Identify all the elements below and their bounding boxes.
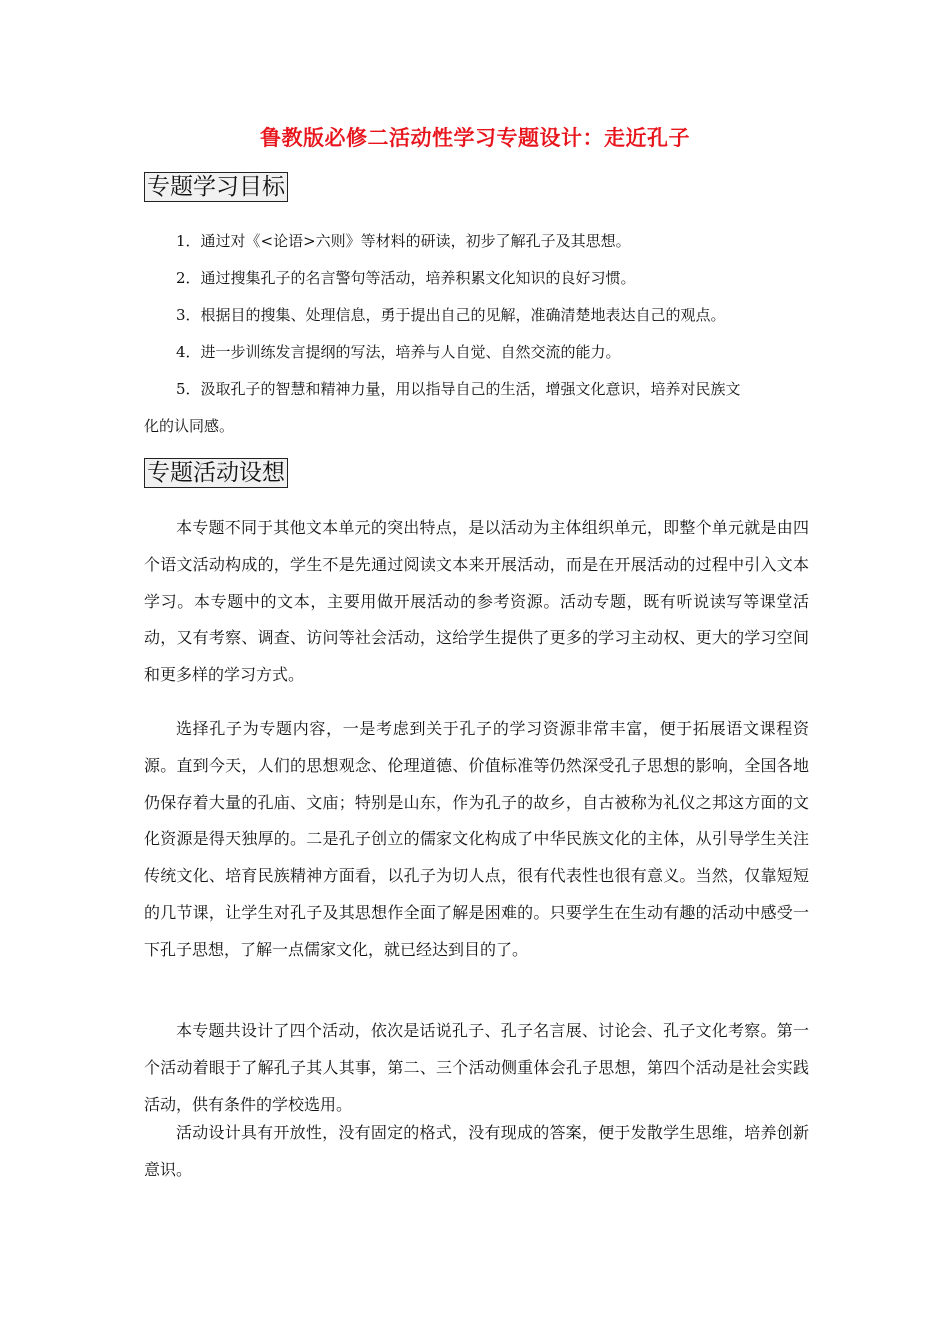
- section-heading-learning-goals: 专题学习目标: [144, 172, 288, 202]
- goal-item-5-continued: 化的认同感。: [144, 417, 235, 435]
- goal-item-3: 3．根据目的搜集、处理信息，勇于提出自己的见解，准确清楚地表达自己的观点。: [176, 306, 726, 324]
- goal-item-2: 2．通过搜集孔子的名言警句等活动，培养积累文化知识的良好习惯。: [176, 269, 636, 287]
- paragraph-1: 本专题不同于其他文本单元的突出特点，是以活动为主体组织单元，即整个单元就是由四个语文活动构成的，学生不是先通过阅读文本来开展活动，而是在开展活动的过程中引入文本学习。本专题中的文本，主要用做开展活动的参考资源。活动专题，既有听说读写等课堂活动，又有考察、调查、访问等社会活动，这给学生提供了更多的学习主动权、更大的学习空间和更多样的学习方式。: [144, 518, 809, 685]
- paragraph-2: 选择孔子为专题内容，一是考虑到关于孔子的学习资源非常丰富，便于拓展语文课程资源。直到今天，人们的思想观念、伦理道德、价值标准等仍然深受孔子思想的影响，全国各地仍保存着大量的孔庙、文庙；特别是山东，作为孔子的故乡，自古被称为礼仪之邦这方面的文化资源是得天独厚的。二是孔子创立的儒家文化构成了中华民族文化的主体，从引导学生关注传统文化、培育民族精神方面看，以孔子为切人点，很有代表性也很有意义。当然，仅靠短短的几节课，让学生对孔子及其思想作全面了解是困难的。只要学生在生动有趣的活动中感受一下孔子思想，了解一点儒家文化，就已经达到目的了。: [144, 719, 809, 959]
- goal-item-1: 1．通过对《<论语>六则》等材料的研读，初步了解孔子及其思想。: [176, 232, 631, 250]
- goal-item-4: 4．进一步训练发言提纲的写法，培养与人自觉、自然交流的能力。: [176, 343, 621, 361]
- goal-item-5: 5．汲取孔子的智慧和精神力量，用以指导自己的生活，增强文化意识，培养对民族文: [176, 380, 741, 398]
- paragraph-4: 活动设计具有开放性，没有固定的格式，没有现成的答案，便于发散学生思维，培养创新意识。: [144, 1123, 809, 1179]
- section-heading-activity-plan: 专题活动设想: [144, 458, 288, 488]
- document-title: 鲁教版必修二活动性学习专题设计：走近孔子: [260, 125, 690, 150]
- paragraph-3: 本专题共设计了四个活动，依次是话说孔子、孔子名言展、讨论会、孔子文化考察。第一个活动着眼于了解孔子其人其事，第二、三个活动侧重体会孔子思想，第四个活动是社会实践活动，供有条件的学校选用。: [144, 1021, 809, 1114]
